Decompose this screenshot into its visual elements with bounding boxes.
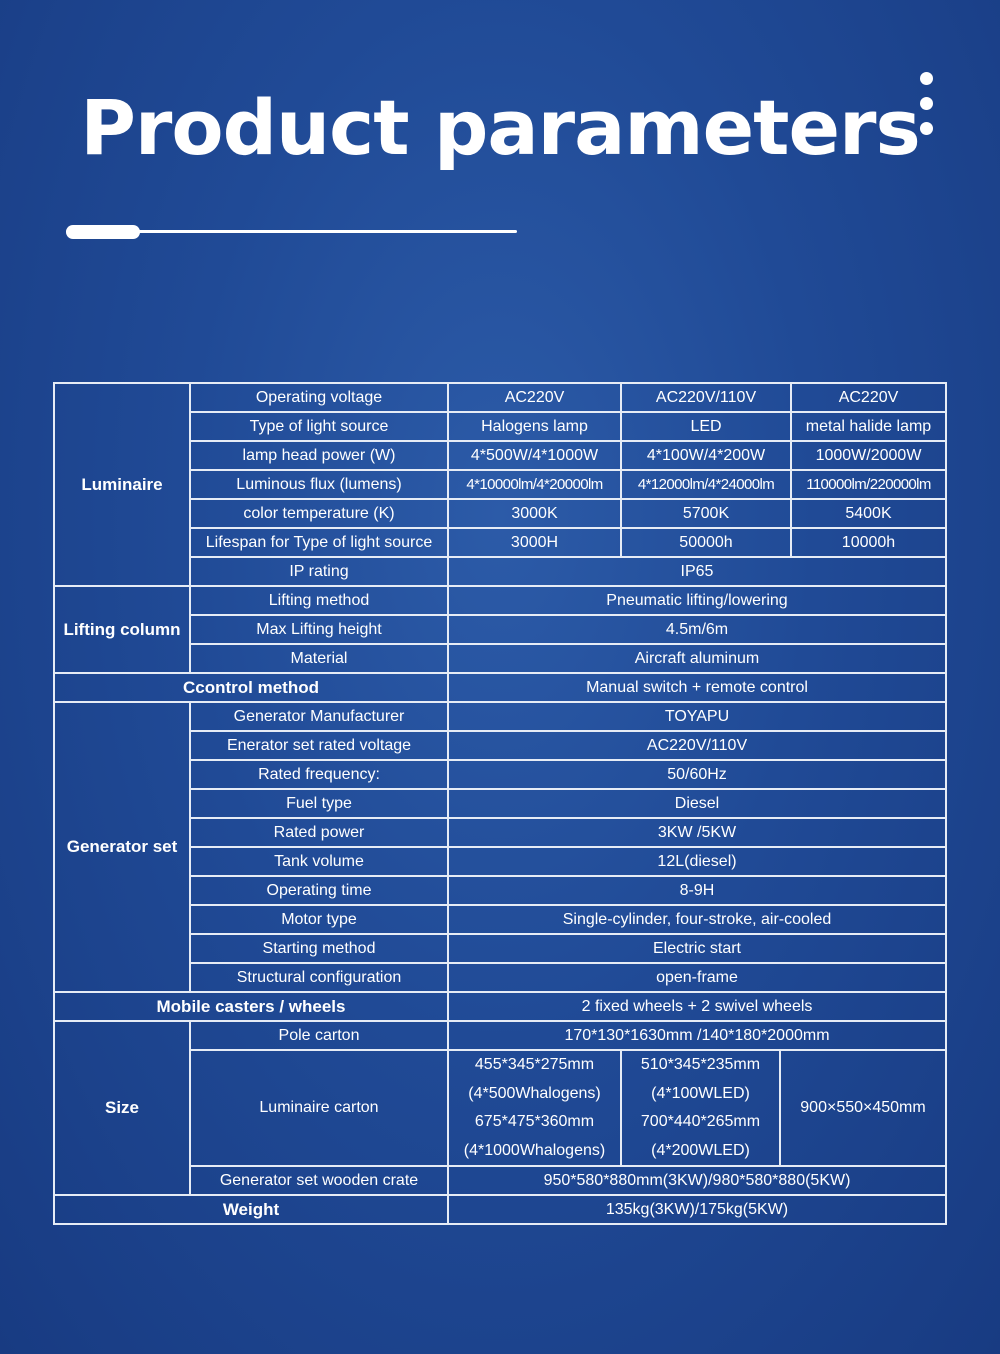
more-options-icon[interactable]: [920, 72, 934, 147]
progress-indicator: [66, 225, 140, 239]
row-label: Structural configuration: [190, 963, 448, 992]
cell-line: (4*500Whalogens): [468, 1084, 601, 1102]
cell-line: 510*345*235mm: [640, 1056, 761, 1073]
cell-value: AC220V/110V: [448, 731, 946, 760]
cell-value: 4*500W/4*1000W: [448, 441, 621, 470]
row-label: Type of light source: [190, 412, 448, 441]
cell-value: 135kg(3KW)/175kg(5KW): [448, 1195, 946, 1224]
cell-value: 4*12000lm/4*24000lm: [621, 470, 791, 499]
row-label: Generator Manufacturer: [190, 702, 448, 731]
cell-value: Single-cylinder, four-stroke, air-cooled: [448, 905, 946, 934]
row-label: IP rating: [190, 557, 448, 586]
row-label-control-method: Ccontrol method: [54, 673, 448, 702]
table-row: [54, 1195, 946, 1224]
cell-value: Electric start: [448, 934, 946, 963]
page-title: Product parameters: [80, 83, 920, 172]
cell-value: 50000h: [621, 528, 791, 557]
cell-line: 455*345*275mm: [474, 1056, 595, 1073]
row-label: Operating time: [190, 876, 448, 905]
row-label: Lifespan for Type of light source: [190, 528, 448, 557]
cell-value: 1000W/2000W: [791, 441, 946, 470]
row-label: Motor type: [190, 905, 448, 934]
cell-value: AC220V: [448, 383, 621, 412]
cell-value-halogen-carton: [448, 1050, 621, 1166]
cell-value: Aircraft aluminum: [448, 644, 946, 673]
cell-line: 675*475*360mm: [474, 1113, 595, 1130]
cell-value: AC220V: [791, 383, 946, 412]
table-row: [54, 383, 946, 412]
cell-value: LED: [621, 412, 791, 441]
cell-value: 170*130*1630mm /140*180*2000mm: [448, 1021, 946, 1050]
cell-value: 12L(diesel): [448, 847, 946, 876]
row-label: Operating voltage: [190, 383, 448, 412]
group-generator-set: Generator set: [54, 702, 190, 992]
cell-value: AC220V/110V: [621, 383, 791, 412]
row-label: Lifting method: [190, 586, 448, 615]
table-row: [54, 586, 946, 615]
row-label: Luminaire carton: [190, 1050, 448, 1166]
table-row: [54, 992, 946, 1021]
group-lifting-column: Lifting column: [54, 586, 190, 673]
cell-value: 50/60Hz: [448, 760, 946, 789]
cell-value-metal-halide-carton: 900×550×450mm: [780, 1050, 946, 1166]
cell-value: open-frame: [448, 963, 946, 992]
group-luminaire: Luminaire: [54, 383, 190, 586]
cell-value: 3KW /5KW: [448, 818, 946, 847]
cell-value: Diesel: [448, 789, 946, 818]
cell-value: 4*100W/4*200W: [621, 441, 791, 470]
cell-line: 700*440*265mm: [640, 1113, 761, 1130]
cell-value: Pneumatic lifting/lowering: [448, 586, 946, 615]
cell-value: Manual switch + remote control: [448, 673, 946, 702]
cell-value: IP65: [448, 557, 946, 586]
cell-value: Halogens lamp: [448, 412, 621, 441]
cell-value: 2 fixed wheels + 2 swivel wheels: [448, 992, 946, 1021]
table-row: [54, 702, 946, 731]
cell-value: 5400K: [791, 499, 946, 528]
cell-value: 950*580*880mm(3KW)/980*580*880(5KW): [448, 1166, 946, 1195]
table-row: [54, 673, 946, 702]
row-label: Material: [190, 644, 448, 673]
row-label: Luminous flux (lumens): [190, 470, 448, 499]
row-label-weight: Weight: [54, 1195, 448, 1224]
row-label: Generator set wooden crate: [190, 1166, 448, 1195]
row-label: Rated power: [190, 818, 448, 847]
row-label: Enerator set rated voltage: [190, 731, 448, 760]
row-label: Tank volume: [190, 847, 448, 876]
cell-value: 10000h: [791, 528, 946, 557]
cell-value: 8-9H: [448, 876, 946, 905]
cell-value-led-carton: [621, 1050, 780, 1166]
cell-value: 4.5m/6m: [448, 615, 946, 644]
row-label: Starting method: [190, 934, 448, 963]
cell-value: metal halide lamp: [791, 412, 946, 441]
cell-value: 5700K: [621, 499, 791, 528]
cell-value: 4*10000lm/4*20000lm: [448, 470, 621, 499]
row-label: Pole carton: [190, 1021, 448, 1050]
row-label: color temperature (K): [190, 499, 448, 528]
cell-value: TOYAPU: [448, 702, 946, 731]
table-row: [54, 1021, 946, 1050]
cell-value: 3000K: [448, 499, 621, 528]
cell-line: (4*100WLED): [651, 1084, 750, 1102]
row-label: Rated frequency:: [190, 760, 448, 789]
cell-value: 3000H: [448, 528, 621, 557]
cell-line: (4*200WLED): [651, 1141, 750, 1159]
row-label: lamp head power (W): [190, 441, 448, 470]
cell-value: 110000lm/220000lm: [791, 470, 946, 499]
group-size: Size: [54, 1021, 190, 1195]
row-label: Fuel type: [190, 789, 448, 818]
parameters-table: [53, 382, 947, 1225]
row-label: Max Lifting height: [190, 615, 448, 644]
cell-line: (4*1000Whalogens): [463, 1141, 606, 1159]
row-label-casters: Mobile casters / wheels: [54, 992, 448, 1021]
